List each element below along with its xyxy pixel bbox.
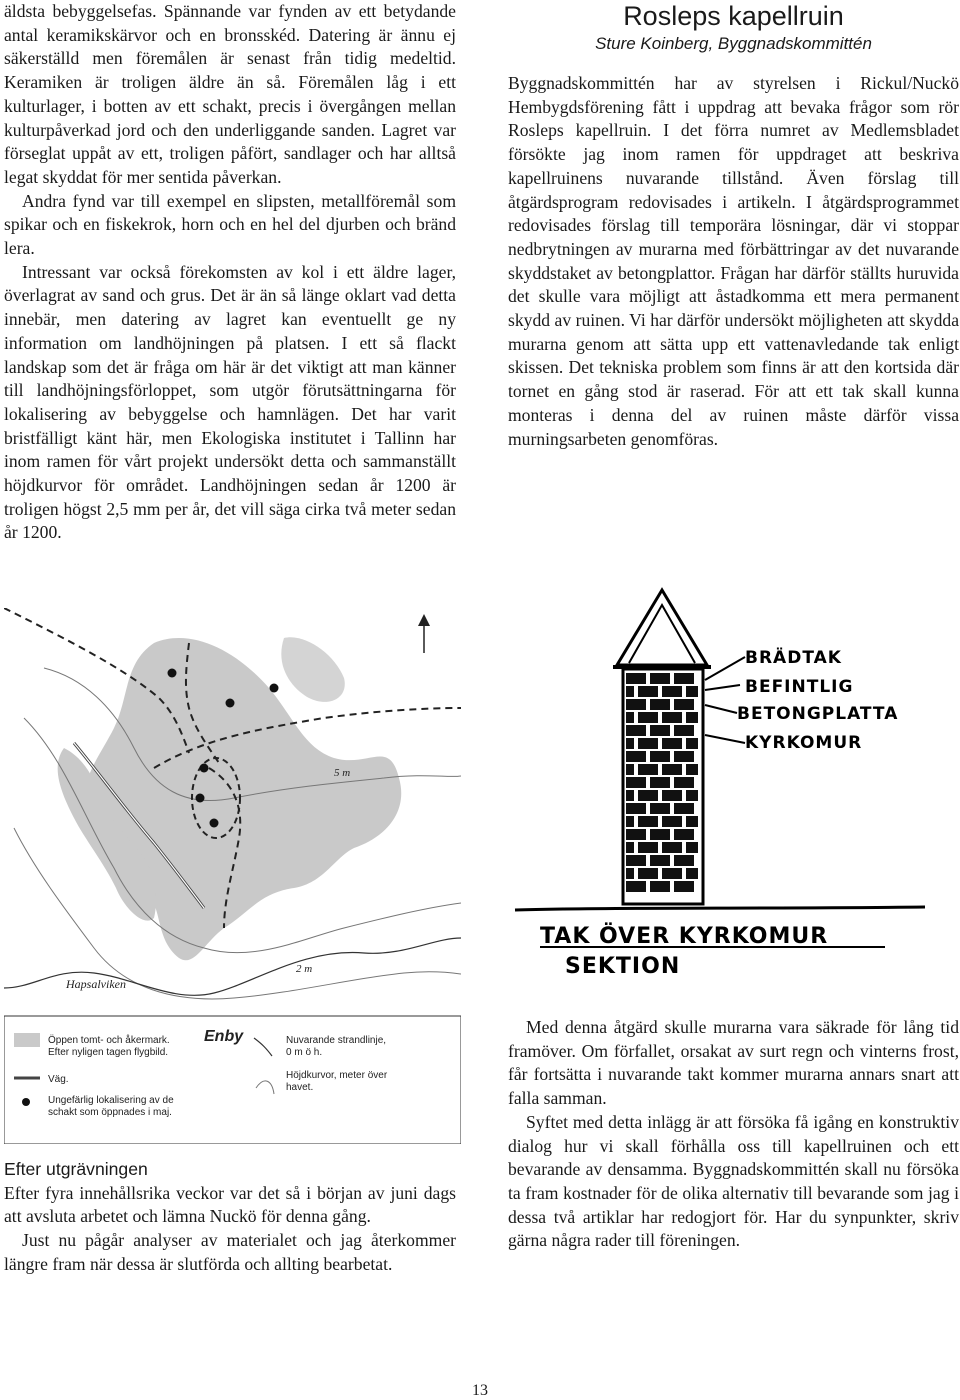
brick [638, 686, 658, 697]
brick [638, 868, 658, 879]
brick [686, 842, 698, 853]
paragraph: Byggnadskommittén har av styrelsen i Rickul/Nuckö Hembygdsförening fått i uppdrag att bevaka frågor som rör Rosleps kapellruin. I det förra numret av Medlemsbladet försökte jag inom ramen för uppdraget att beskriva kapellruinens nuvarande tillstånd. Även förslag till åtgärdsprogram redovisades i artikeln. I åtgärdsprogrammet redovisades förslag till temporära lösningar, där vi stoppar nedbrytningen av murarna med förbättringar av det nuvarande skyddstaket av betongplattor. Frågan har därför ställts huruvida det skulle vara möjligt att åstadkomma ett mera permanent skydd av ruinen. Vi har därför undersökt möjligheten att skydda murarna genom att sätta upp ett vattenavledande tak enligt skissen. Det tekniska problem som finns är att den kortsida där tornet en gång stod är raserad. För att ett tak skall kunna monteras i denna del av ruinen måste därför vissa murningsarbeten genomföras. [508, 73, 959, 449]
sketch-label: KYRKOMUR [745, 733, 863, 753]
paragraph: Intressant var också förekomsten av kol i ett äldre lager, överlagrat av sand och grus. Det är än så länge oklart vad detta innebär, men datering av lagret kan eventuellt ge ny information om landhöjningen på platsen. I ett så flackt landskap som det är fråga om här är det viktigt att man känner till landhöjningsförloppet, som utgör förutsättningarna för lokalisering av bebyggelse och hamnlägen. Det har varit bristfälligt känt här, men Ekologiska institutet i Tallinn har inom ramen för vårt projekt undersökt detta och sammanställt höjdkurvor för området. Landhöjningen sedan år 1200 är troligen högst 2,5 mm per år, det vill säga cirka två meter sedan år 1200. [4, 261, 456, 543]
brick [638, 738, 658, 749]
brick [626, 816, 634, 827]
paragraph: Efter fyra innehållsrika veckor var det så i början av juni dags att avsluta arbetet och lämna Nuckö för denna gång. [4, 1182, 456, 1227]
article-text-top [508, 72, 959, 451]
brick [650, 699, 670, 710]
brick [686, 686, 698, 697]
sketch-label: BRÄDTAK [745, 648, 842, 668]
brick [638, 764, 658, 775]
brick [662, 686, 682, 697]
brick [650, 751, 670, 762]
brick [650, 881, 670, 892]
page-number: 13 [472, 1382, 488, 1399]
article-byline: Sture Koinberg, Byggnadskommittén [595, 34, 872, 53]
brick [686, 738, 698, 749]
brick [626, 790, 634, 801]
brick [626, 777, 646, 788]
left-bottom-section [4, 1158, 456, 1277]
sketch-label: BETONGPLATTA [737, 704, 899, 724]
brick [686, 816, 698, 827]
section-heading: Efter utgrävningen [4, 1159, 148, 1179]
brick [674, 673, 694, 684]
brick [626, 829, 646, 840]
brick [626, 699, 646, 710]
brick [686, 764, 698, 775]
excavation-marker [200, 764, 209, 773]
brick [650, 829, 670, 840]
brick [650, 777, 670, 788]
brick [626, 712, 634, 723]
brick [626, 738, 634, 749]
map-figure [4, 608, 461, 1144]
brick [662, 868, 682, 879]
roof-sketch-drawing [505, 585, 935, 985]
legend-title: Enby [204, 1028, 244, 1045]
legend-text: schakt som öppnades i maj. [48, 1107, 172, 1118]
brick [674, 855, 694, 866]
brick [626, 803, 646, 814]
paragraph: äldsta bebyggelsefas. Spännande var fynden av ett betydande antal keramikskärvor och en bronsskéd. Datering är ännu ej säkerställd men föremålen är senast från tidig medeltid. Keramiken är troligen äldre än så. Föremålen låg i ett kulturlager, i botten av ett schakt, precis i övergången mellan kulturpåverkad jord och den underliggande sanden. Lagret var förseglat uppåt av ett, troligen påfört, sandlager och har alltså legat skyddat för mer sentida påverkan. [4, 1, 456, 187]
contour-label-2m: 2 m [296, 963, 313, 975]
excavation-marker [226, 699, 235, 708]
brick [650, 725, 670, 736]
brick [662, 790, 682, 801]
brick [638, 816, 658, 827]
paragraph: Med denna åtgärd skulle murarna vara säkrade för lång tid framöver. Om förfallet, orsakat av surt regn och vinterns frost, får fortsätta i nuvarande takt kommer murarna annars snart att falla samman. [508, 1017, 959, 1109]
brick [638, 712, 658, 723]
legend-text: Öppen tomt- och åkermark. [48, 1035, 170, 1046]
contour-label-5m: 5 m [334, 767, 351, 779]
map-drawing [4, 608, 461, 1144]
brick [686, 712, 698, 723]
brick [650, 803, 670, 814]
legend-text: Efter nyligen tagen flygbild. [48, 1047, 169, 1058]
paragraph: Just nu pågår analyser av materialet och jag återkommer längre fram när dessa är slutförda och allting bearbetat. [4, 1230, 456, 1274]
brick [626, 764, 634, 775]
excavation-marker [196, 794, 205, 803]
legend-swatch-pit [22, 1098, 30, 1106]
legend-text: Nuvarande strandlinje, [286, 1035, 387, 1046]
legend-text: Höjdkurvor, meter över [286, 1070, 388, 1081]
brick [686, 790, 698, 801]
brick [626, 842, 634, 853]
brick [638, 790, 658, 801]
sketch-caption: SEKTION [565, 954, 681, 979]
legend-text: 0 m ö h. [286, 1047, 323, 1058]
brick [662, 738, 682, 749]
legend-swatch-land [14, 1033, 40, 1047]
roof-sketch-figure [505, 585, 935, 985]
brick [674, 881, 694, 892]
excavation-marker [210, 819, 219, 828]
brick [650, 855, 670, 866]
brick [686, 868, 698, 879]
sketch-caption: TAK ÖVER KYRKOMUR [540, 924, 829, 949]
brick [626, 686, 634, 697]
paragraph: Syftet med detta inlägg är att försöka få igång en konstruktiv dialog hur vi skall förhålla oss till kapellruinen och ett bevarande av densamma. Byggnadskommittén skall nu försöka ta fram kostnader för de olika alternativ till bevarande som jag i dessa två artiklar har redogjort för. Har du synpunkter, skriv gärna några rader till föreningen. [508, 1111, 959, 1251]
brick [662, 842, 682, 853]
brick [674, 725, 694, 736]
brick [674, 751, 694, 762]
place-label: Hapsalviken [66, 977, 126, 991]
excavation-marker [270, 684, 279, 693]
brick [626, 751, 646, 762]
brick [662, 712, 682, 723]
brick [674, 803, 694, 814]
brick [626, 725, 646, 736]
paragraph: Andra fynd var till exempel en slipsten, metallföremål som spikar och en fiskekrok, horn och en hel del djurben och bränd lera. [4, 190, 456, 259]
article-title: Rosleps kapellruin [623, 1, 844, 31]
excavation-marker [168, 669, 177, 678]
wall-bricks [626, 673, 698, 892]
brick [674, 829, 694, 840]
brick [674, 699, 694, 710]
brick [626, 673, 646, 684]
legend-text: Ungefärlig lokalisering av de [48, 1095, 174, 1106]
brick [638, 842, 658, 853]
legend-text: havet. [286, 1082, 314, 1093]
brick [626, 881, 646, 892]
brick [626, 855, 646, 866]
brick [626, 868, 634, 879]
left-column-text [4, 0, 456, 545]
article-text-bottom [508, 1016, 959, 1253]
brick [662, 764, 682, 775]
brick [662, 816, 682, 827]
brick [650, 673, 670, 684]
brick [674, 777, 694, 788]
legend-text: Väg. [48, 1074, 69, 1085]
sketch-label: BEFINTLIG [745, 677, 854, 697]
